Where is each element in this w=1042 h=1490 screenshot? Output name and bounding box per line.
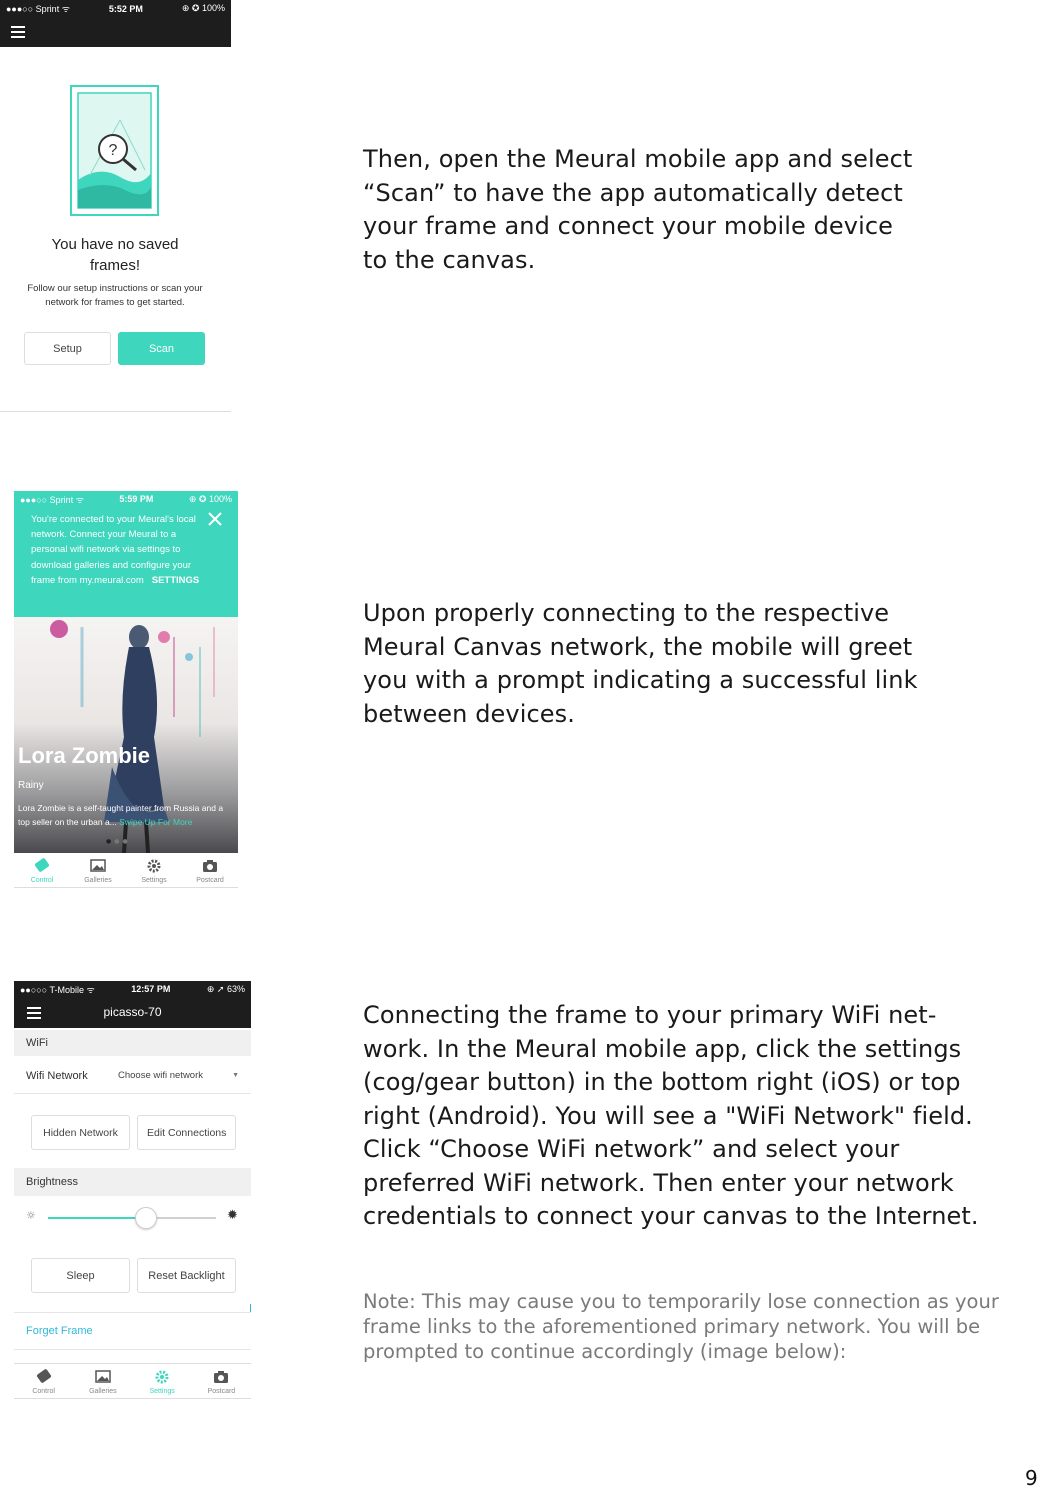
gear-icon	[145, 858, 163, 874]
tab-bar	[14, 853, 238, 888]
brightness-slider[interactable]	[14, 1205, 251, 1231]
page-number: 9	[1025, 1466, 1038, 1490]
reset-backlight-button[interactable]: Reset Backlight	[137, 1258, 236, 1293]
camera-icon	[201, 858, 219, 874]
paragraph-wifi: Connecting the frame to your primary WiFi net- work. In the Meural mobile app, click the settings (cog/gear button) in the bottom right (iOS) or top right (Android). You will see a "WiFi Network" field. Click “Choose WiFi network” and select your preferred WiFi network. Then enter your network credentials to connect your canvas to the Internet.	[363, 1001, 979, 1230]
banner-settings-link[interactable]: SETTINGS	[151, 574, 200, 586]
artwork-title: Rainy	[18, 780, 44, 791]
tab-bar	[14, 1363, 251, 1399]
gallery-icon	[89, 858, 107, 874]
gear-icon	[153, 1369, 171, 1385]
tab-label: Postcard	[196, 877, 224, 884]
frame-illustration	[70, 85, 159, 216]
page-dots: ●●●	[106, 838, 131, 845]
settings-nav-bar	[14, 997, 251, 1028]
time: 5:59 PM	[119, 494, 154, 504]
banner-message: You're connected to your Meural's local network. Connect your Meural to a personal wifi network via settings to download galleries and configure your frame from	[31, 514, 196, 586]
sleep-button[interactable]: Sleep	[31, 1258, 130, 1293]
tab-label: Galleries	[89, 1388, 117, 1395]
battery: ⊕ ✪ 100%	[188, 493, 232, 504]
tab-galleries[interactable]	[73, 858, 123, 884]
slider-fill	[48, 1217, 145, 1219]
setup-button[interactable]: Setup	[24, 332, 111, 365]
close-icon[interactable]	[207, 511, 223, 527]
tab-control[interactable]	[17, 858, 67, 884]
paragraph-greet: Upon properly connecting to the respective Meural Canvas network, the mobile will greet you with a prompt indicating a successful link between devices.	[363, 599, 918, 728]
tab-label: Control	[32, 1388, 55, 1395]
tab-label: Galleries	[84, 877, 112, 884]
status-bar	[14, 981, 251, 997]
battery: ⊕ ➚ 63%	[206, 983, 245, 994]
chevron-down-icon: ▼	[232, 1072, 239, 1079]
camera-icon	[212, 1369, 230, 1385]
gallery-icon	[94, 1369, 112, 1385]
empty-subtitle: Follow our setup instructions or scan your network for frames to get started.	[27, 283, 203, 308]
accent-edge	[250, 1304, 251, 1312]
tab-settings[interactable]	[137, 1369, 187, 1395]
swipe-up-link[interactable]: Swipe Up For More	[119, 817, 193, 827]
banner-link[interactable]: my.meural.com	[79, 574, 144, 586]
battery: ⊕ ✪ 100%	[181, 3, 225, 13]
wifi-network-label: Wifi Network	[26, 1069, 88, 1082]
screenshot-no-saved-frames	[0, 0, 231, 412]
tab-label: Postcard	[207, 1388, 236, 1395]
time: 5:52 PM	[108, 3, 143, 14]
tab-postcard[interactable]	[196, 1369, 246, 1395]
menu-icon[interactable]	[11, 26, 25, 38]
tab-galleries[interactable]	[78, 1369, 128, 1395]
artist-name: Lora Zombie	[18, 743, 151, 768]
hidden-network-button[interactable]: Hidden Network	[31, 1115, 130, 1150]
wifi-section-header: WiFi	[14, 1030, 251, 1056]
svg-text:?: ?	[108, 142, 118, 159]
banner-text	[31, 512, 203, 588]
scan-button[interactable]: Scan	[118, 332, 205, 365]
connection-banner	[14, 507, 238, 617]
nav-bar	[0, 17, 231, 47]
status-bar	[14, 491, 238, 507]
tab-label: Settings	[149, 1388, 175, 1395]
tab-postcard[interactable]	[185, 858, 235, 884]
remote-icon	[33, 858, 51, 874]
description-text: Lora Zombie is a self-taught painter from Russia and a top seller on the urban a...	[18, 803, 224, 827]
tab-label: Settings	[141, 877, 167, 884]
remote-icon	[35, 1369, 53, 1385]
sun-high-icon: ✹	[227, 1208, 238, 1223]
slider-knob[interactable]	[135, 1207, 157, 1229]
screenshot-connected-prompt	[14, 491, 238, 888]
time: 12:57 PM	[131, 984, 171, 994]
brightness-section-header: Brightness	[14, 1168, 251, 1196]
tab-control[interactable]	[19, 1369, 69, 1395]
wifi-network-row[interactable]	[14, 1058, 251, 1094]
carrier: ●●●○○ Sprint ᯤ	[20, 494, 84, 505]
empty-title: You have no saved frames!	[51, 236, 179, 274]
forget-frame-link[interactable]: Forget Frame	[14, 1312, 251, 1350]
edit-connections-button[interactable]: Edit Connections	[137, 1115, 236, 1150]
wifi-network-select[interactable]: Choose wifi network	[118, 1070, 204, 1081]
status-bar	[0, 0, 231, 17]
carrier: ●●○○○ T-Mobile ᯤ	[20, 984, 95, 995]
note-text: Note: This may cause you to temporarily lose connection as your frame links to the aforementioned primary network. You will be prompted to continue accordingly (image below):	[363, 1290, 999, 1363]
frame-name-title: picasso-70	[103, 1005, 162, 1019]
tab-label: Control	[30, 877, 54, 884]
paragraph-scan: Then, open the Meural mobile app and select “Scan” to have the app automatically detect your frame and connect your mobile device to the canvas.	[363, 145, 913, 274]
carrier: ●●●○○ Sprint ᯤ	[6, 4, 70, 14]
artist-description	[18, 801, 236, 829]
sun-low-icon: ☼	[26, 1209, 36, 1222]
tab-settings[interactable]	[129, 858, 179, 884]
